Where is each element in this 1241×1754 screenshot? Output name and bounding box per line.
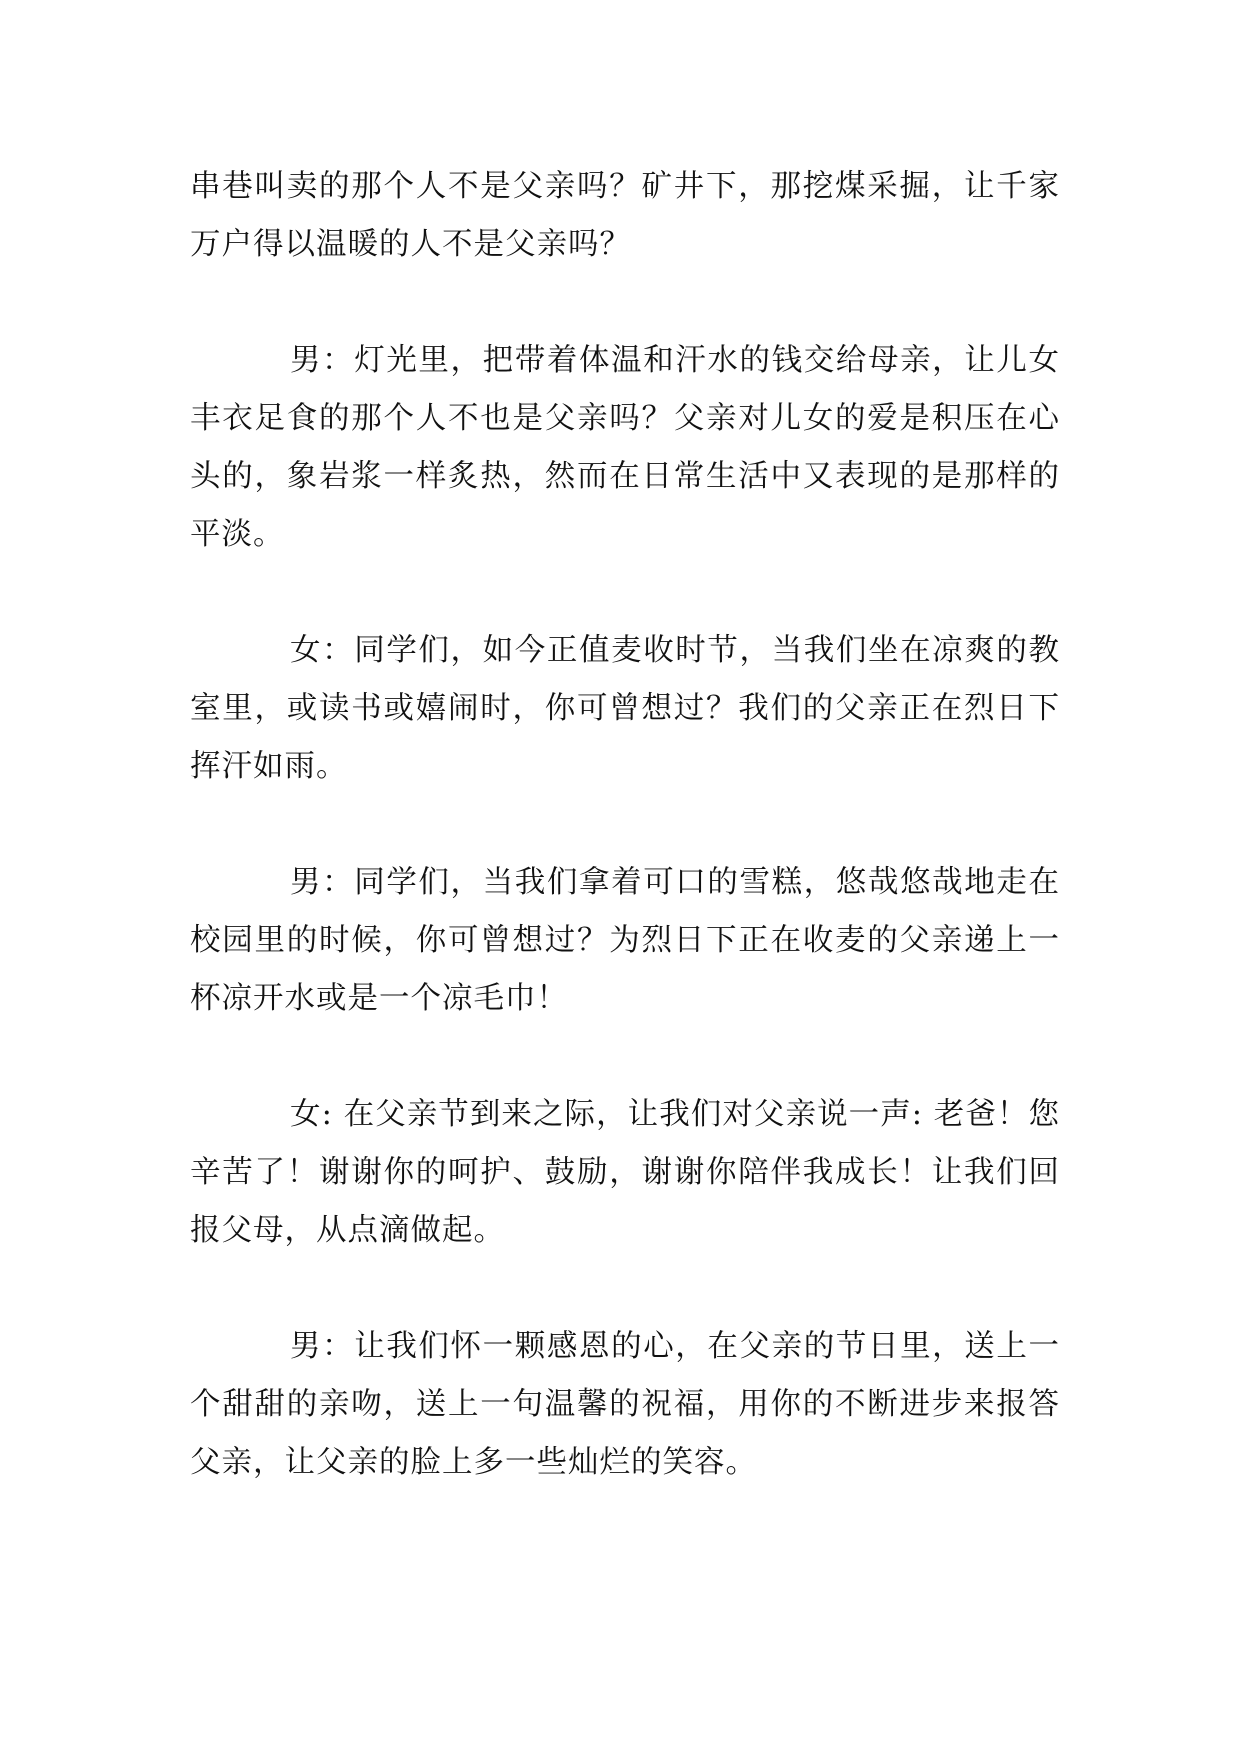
paragraph-female-2: 女: 在父亲节到来之际，让我们对父亲说一声: 老爸！您辛苦了！谢谢你的呵护、鼓励，谢谢你陪伴我成长！让我们回报父母，从点滴做起。	[190, 1097, 1060, 1248]
paragraph-continuation: 串巷叫卖的那个人不是父亲吗？矿井下，那挖煤采掘，让千家万户得以温暖的人不是父亲吗？	[190, 169, 1060, 262]
paragraph-male-2: 男：同学们，当我们拿着可口的雪糕，悠哉悠哉地走在校园里的时候，你可曾想过？为烈日下正在收麦的父亲递上一杯凉开水或是一个凉毛巾！	[190, 865, 1060, 1016]
paragraph-male-3: 男：让我们怀一颗感恩的心，在父亲的节日里，送上一个甜甜的亲吻，送上一句温馨的祝福，用你的不断进步来报答父亲，让父亲的脸上多一些灿烂的笑容。	[190, 1329, 1060, 1480]
document-body	[190, 158, 1060, 1492]
paragraph-male-1: 男：灯光里，把带着体温和汗水的钱交给母亲，让儿女丰衣足食的那个人不也是父亲吗？父亲对儿女的爱是积压在心头的，象岩浆一样炙热，然而在日常生活中又表现的是那样的平淡。	[190, 343, 1060, 552]
paragraph-female-1: 女：同学们，如今正值麦收时节，当我们坐在凉爽的教室里，或读书或嬉闹时，你可曾想过？我们的父亲正在烈日下挥汗如雨。	[190, 633, 1060, 784]
